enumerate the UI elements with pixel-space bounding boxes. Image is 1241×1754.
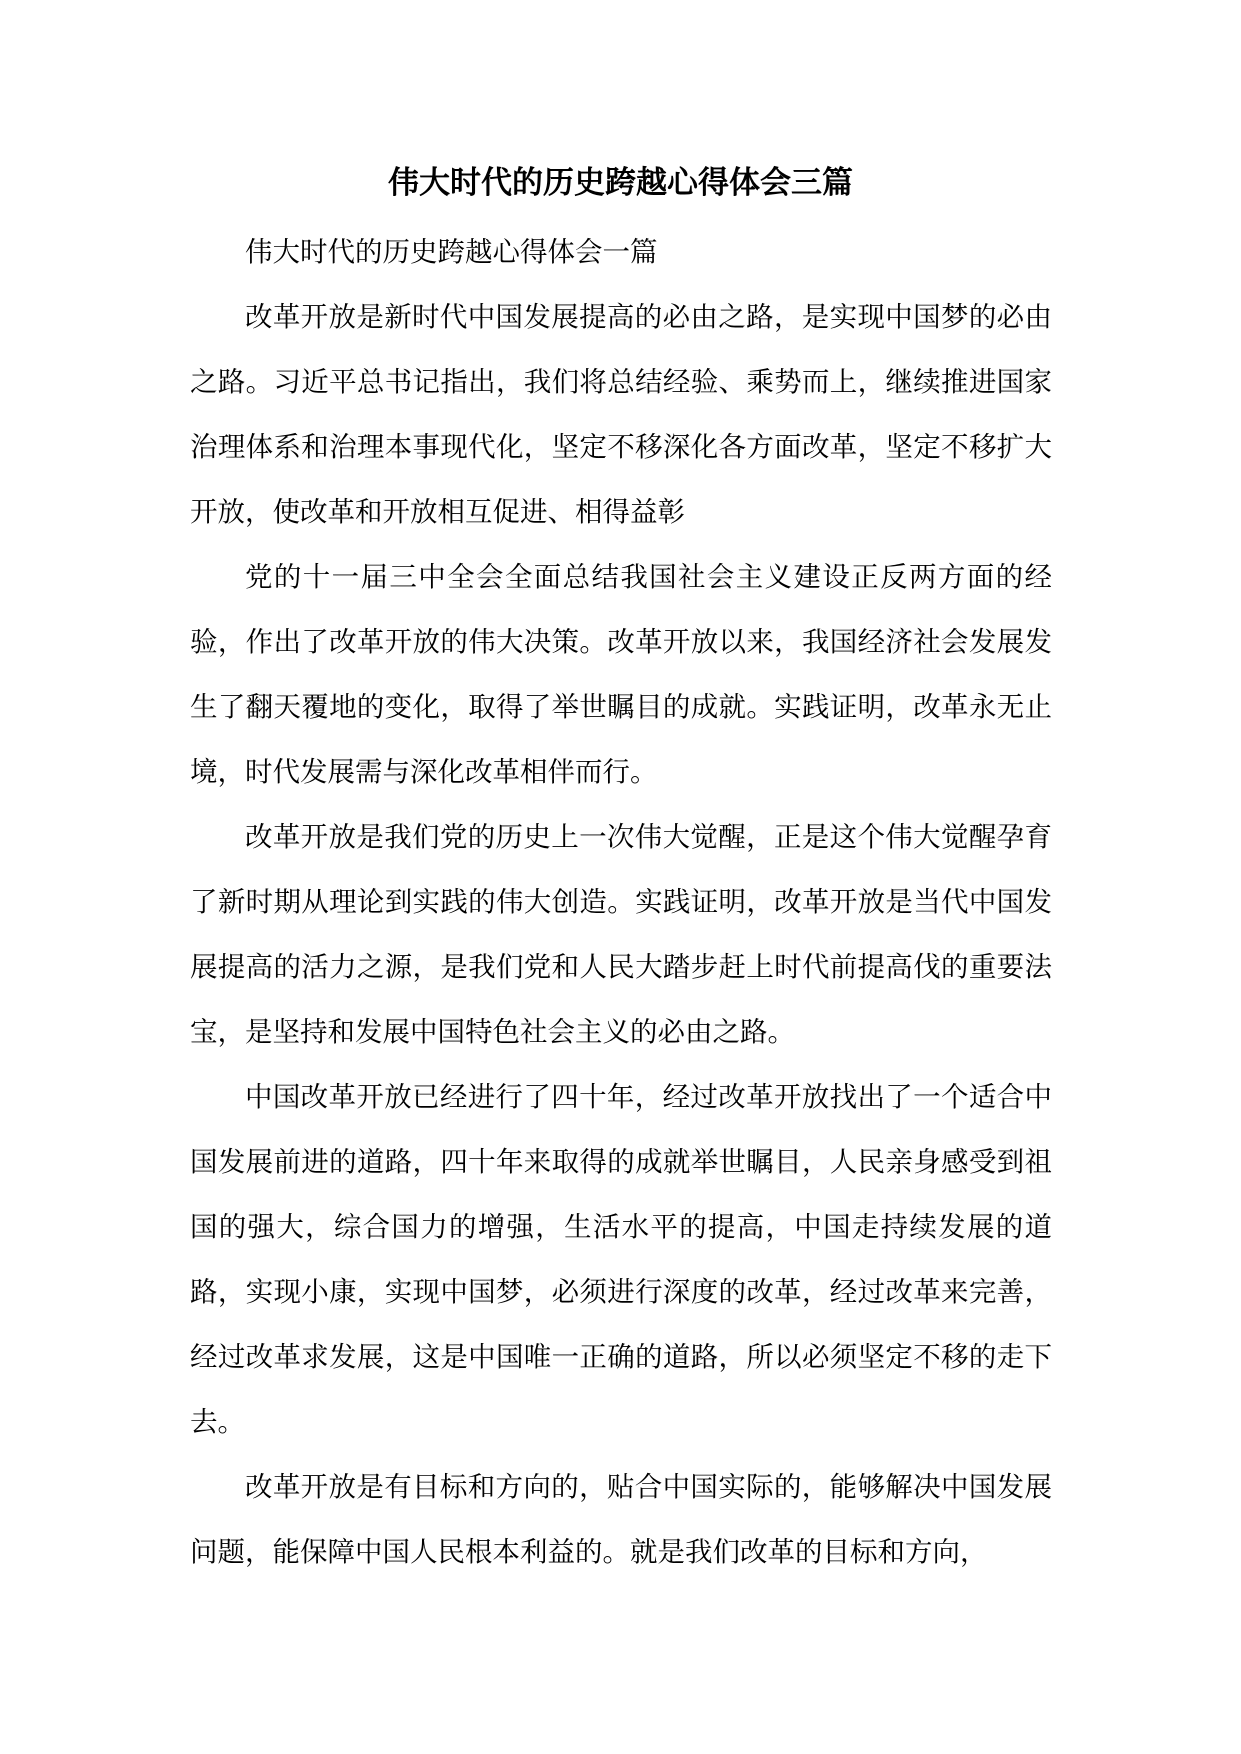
body-paragraph: 中国改革开放已经进行了四十年，经过改革开放找出了一个适合中国发展前进的道路，四十年来取得的成就举世瞩目，人民亲身感受到祖国的强大，综合国力的增强，生活水平的提高，中国走持续发展的道路，实现小康，实现中国梦，必须进行深度的改革，经过改革来完善，经过改革求发展，这是中国唯一正确的道路，所以必须坚定不移的走下去。: [190, 1081, 1052, 1438]
subheading-paragraph: 伟大时代的历史跨越心得体会一篇: [245, 236, 658, 268]
body-paragraph: 党的十一届三中全会全面总结我国社会主义建设正反两方面的经验，作出了改革开放的伟大决策。改革开放以来，我国经济社会发展发生了翻天覆地的变化，取得了举世瞩目的成就。实践证明，改革永无止境，时代发展需与深化改革相伴而行。: [190, 561, 1052, 788]
body-paragraph: 改革开放是有目标和方向的，贴合中国实际的，能够解决中国发展问题，能保障中国人民根本利益的。就是我们改革的目标和方向，: [190, 1471, 1052, 1568]
body-paragraph: 改革开放是新时代中国发展提高的必由之路，是实现中国梦的必由之路。习近平总书记指出，我们将总结经验、乘势而上，继续推进国家治理体系和治理本事现代化，坚定不移深化各方面改革，坚定不移扩大开放，使改革和开放相互促进、相得益彰: [190, 301, 1052, 528]
document-title: 伟大时代的历史跨越心得体会三篇: [388, 165, 853, 201]
body-paragraph: 改革开放是我们党的历史上一次伟大觉醒，正是这个伟大觉醒孕育了新时期从理论到实践的伟大创造。实践证明，改革开放是当代中国发展提高的活力之源，是我们党和人民大踏步赶上时代前提高伐的重要法宝，是坚持和发展中国特色社会主义的必由之路。: [190, 821, 1052, 1048]
document-body: [190, 220, 1052, 1585]
